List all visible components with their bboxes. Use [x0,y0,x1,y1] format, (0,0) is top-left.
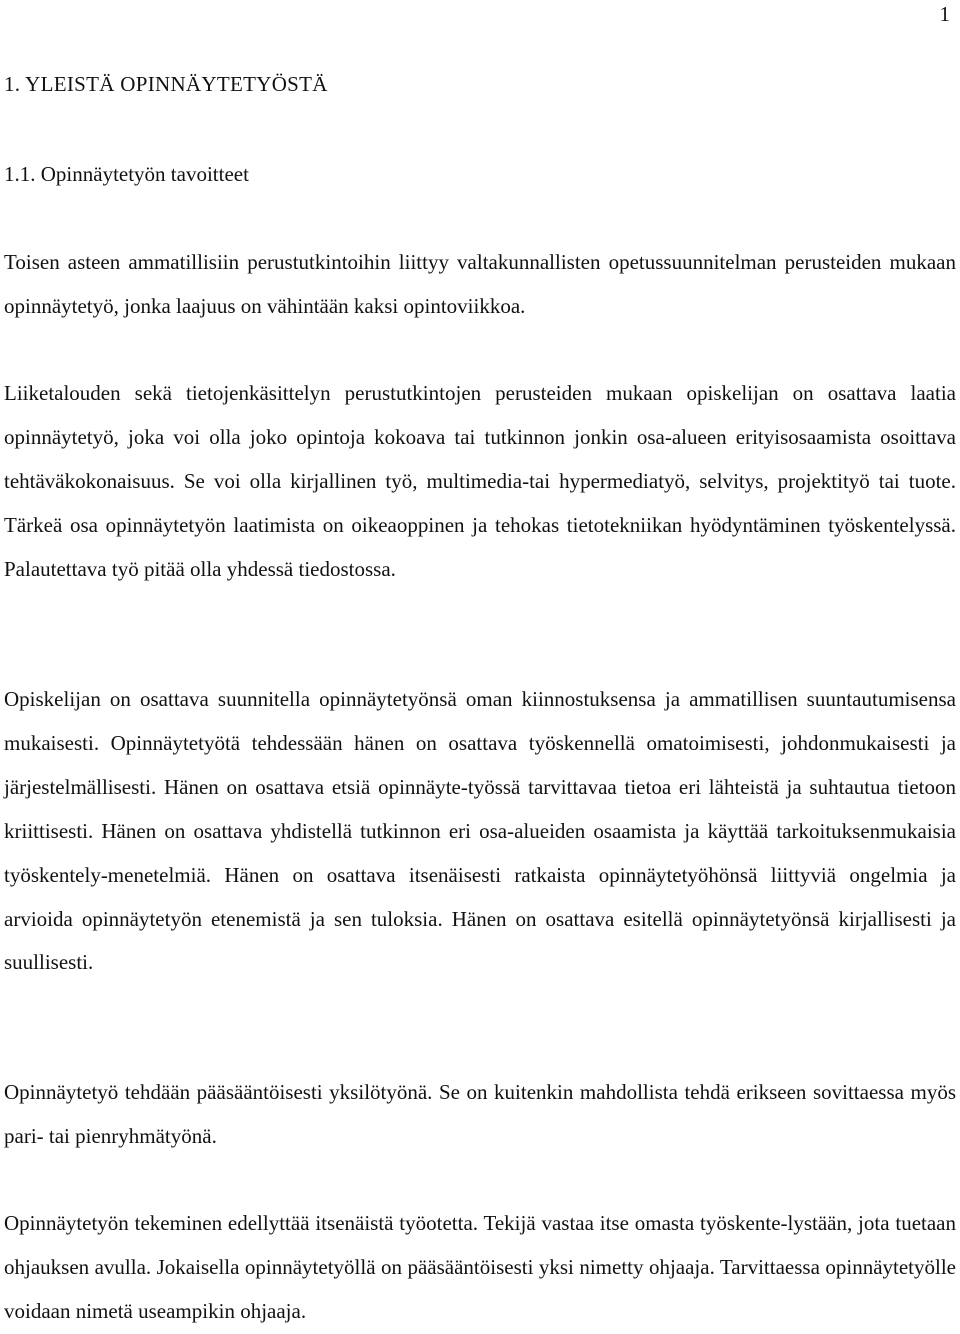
section-heading: 1.1. Opinnäytetyön tavoitteet [4,162,249,186]
paragraph: Liiketalouden sekä tietojenkäsittelyn perustutkintojen perusteiden mukaan opiskelijan on osattava laatia opinnäytetyö, joka voi olla joko opintoja kokoava tai tutkinnon jonkin osa-alueen erityisosaamista osoittava tehtäväkokonaisuus. Se voi olla kirjallinen työ, multimedia-tai hypermediatyö, selvitys, projektityö tai tuote. Tärkeä osa opinnäytetyön laatimista on oikeaoppinen ja tehokas tietotekniikan hyödyntäminen työskentelyssä. Palautettava työ pitää olla yhdessä tiedostossa. [4,381,956,581]
paragraph: Toisen asteen ammatillisiin perustutkintoihin liittyy valtakunnallisten opetussuunnitelman perusteiden mukaan opinnäytetyö, jonka laajuus on vähintään kaksi opintoviikkoa. [4,250,956,318]
paragraph: Opinnäytetyö tehdään pääsääntöisesti yksilötyönä. Se on kuitenkin mahdollista tehdä erikseen sovittaessa myös pari- tai pienryhmätyönä. [4,1080,956,1148]
paragraph: Opinnäytetyön tekeminen edellyttää itsenäistä työotetta. Tekijä vastaa itse omasta työskente-lystään, jota tuetaan ohjauksen avulla. Jokaisella opinnäytetyöllä on pääsääntöisesti yksi nimetty ohjaaja. Tarvittaessa opinnäytetyölle voidaan nimetä useampikin ohjaaja. [4,1211,956,1323]
page-number: 1 [939,2,950,26]
paragraph: Opiskelijan on osattava suunnitella opinnäytetyönsä oman kiinnostuksensa ja ammatillisen suuntautumisensa mukaisesti. Opinnäytetyötä tehdessään hänen on osattava työskennellä omatoimisesti, johdonmukaisesti ja järjestelmällisesti. Hänen on osattava etsiä opinnäyte-työssä tarvittavaa tietoa eri lähteistä ja suhtautua tietoon kriittisesti. Hänen on osattava yhdistellä tutkinnon eri osa-alueiden osaamista ja käyttää tarkoituksenmukaisia työskentely-menetelmiä. Hänen on osattava itsenäisesti ratkaista opinnäytetyöhönsä liittyviä ongelmia ja arvioida opinnäytetyön etenemistä ja sen tuloksia. Hänen on osattava esitellä opinnäytetyönsä kirjallisesti ja suullisesti. [4,687,956,975]
chapter-heading: 1. YLEISTÄ OPINNÄYTETYÖSTÄ [4,72,328,96]
